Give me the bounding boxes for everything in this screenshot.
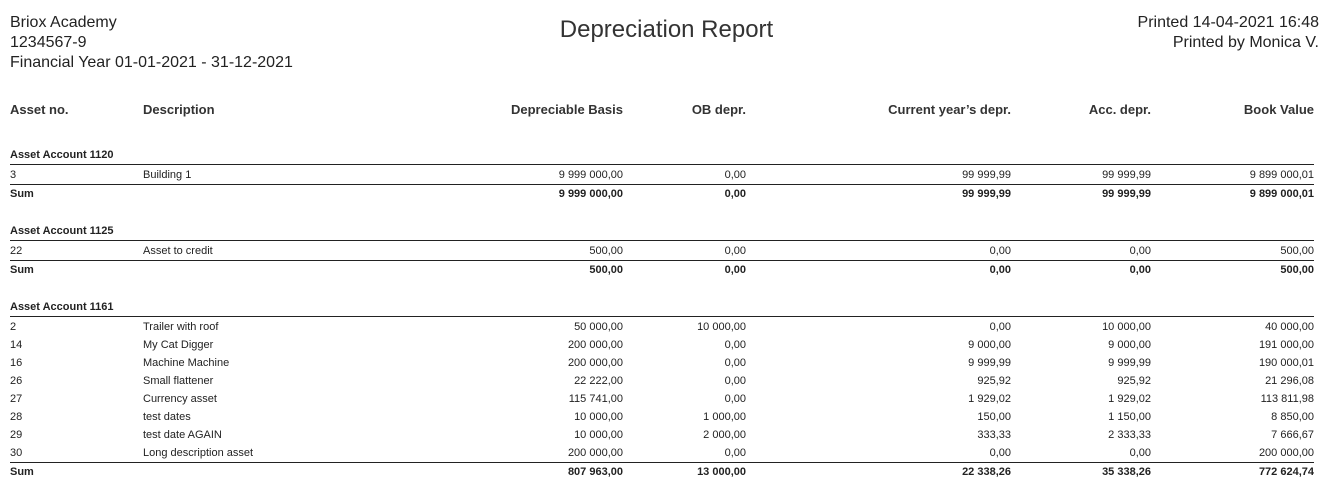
cell-description: Machine Machine [143,357,230,369]
cell-ob-depr: 0,00 [724,375,746,387]
cell-depreciable-basis: 200 000,00 [567,447,623,459]
sum-ob-depr: 0,00 [724,188,746,200]
sum-book-value: 500,00 [1280,264,1314,276]
cell-acc-depr: 1 929,02 [1108,393,1151,405]
cell-depreciable-basis: 10 000,00 [574,411,623,423]
cell-ob-depr: 10 000,00 [697,321,746,333]
sum-current-year-depr: 22 338,26 [962,466,1011,478]
cell-description: Small flattener [143,375,214,387]
cell-acc-depr: 9 000,00 [1108,339,1151,351]
cell-asset-no: 26 [10,375,23,387]
asset-row [10,354,1314,372]
asset-row [10,426,1314,444]
cell-asset-no: 3 [10,169,17,181]
sum-acc-depr: 99 999,99 [1102,188,1151,200]
sum-row [10,185,1314,203]
cell-current-year-depr: 0,00 [989,447,1011,459]
asset-row [10,408,1314,426]
cell-book-value: 7 666,67 [1271,429,1314,441]
sum-row [10,261,1314,279]
print-info [1138,13,1319,53]
cell-acc-depr: 925,92 [1117,375,1151,387]
column-header-book-value: Book Value [1243,102,1314,117]
cell-description: Building 1 [143,169,192,181]
cell-book-value: 21 296,08 [1265,375,1314,387]
cell-description: Currency asset [143,393,217,405]
column-header-ob-depr: OB depr. [691,102,746,117]
cell-asset-no: 2 [10,321,17,333]
printed-at: Printed 14-04-2021 16:48 [1137,14,1319,31]
cell-current-year-depr: 9 999,99 [968,357,1011,369]
cell-description: Trailer with roof [143,321,219,333]
cell-acc-depr: 0,00 [1129,245,1151,257]
company-name: Briox Academy [10,14,117,31]
cell-depreciable-basis: 200 000,00 [567,339,623,351]
cell-book-value: 40 000,00 [1265,321,1314,333]
sum-current-year-depr: 0,00 [989,264,1011,276]
cell-current-year-depr: 0,00 [989,321,1011,333]
asset-row [10,166,1314,184]
cell-book-value: 8 850,00 [1271,411,1314,423]
cell-depreciable-basis: 50 000,00 [574,321,623,333]
sum-ob-depr: 0,00 [724,264,746,276]
org-number: 1234567-9 [10,34,87,51]
cell-ob-depr: 0,00 [724,339,746,351]
cell-asset-no: 22 [10,245,23,257]
cell-description: test dates [143,411,191,423]
cell-depreciable-basis: 115 741,00 [568,393,623,405]
cell-depreciable-basis: 500,00 [589,245,623,257]
asset-account-title: Asset Account 1125 [10,225,114,237]
sum-depreciable-basis: 807 963,00 [567,466,623,478]
cell-book-value: 500,00 [1280,245,1314,257]
column-header-depreciable-basis: Depreciable Basis [510,102,623,117]
cell-current-year-depr: 150,00 [977,411,1011,423]
cell-asset-no: 28 [10,411,23,423]
cell-acc-depr: 0,00 [1129,447,1151,459]
printed-by: Printed by Monica V. [1172,34,1319,51]
sum-depreciable-basis: 500,00 [589,264,623,276]
cell-description: Asset to credit [143,245,213,257]
cell-ob-depr: 0,00 [724,447,746,459]
cell-acc-depr: 2 333,33 [1108,429,1151,441]
cell-depreciable-basis: 200 000,00 [567,357,623,369]
cell-description: test date AGAIN [143,429,222,441]
report-title: Depreciation Report [559,16,774,43]
cell-ob-depr: 0,00 [724,393,746,405]
cell-asset-no: 27 [10,393,23,405]
cell-book-value: 191 000,00 [1258,339,1314,351]
cell-ob-depr: 0,00 [724,245,746,257]
financial-year: Financial Year 01-01-2021 - 31-12-2021 [10,54,293,71]
cell-depreciable-basis: 22 222,00 [574,375,623,387]
cell-acc-depr: 99 999,99 [1102,169,1151,181]
cell-acc-depr: 9 999,99 [1108,357,1151,369]
cell-book-value: 200 000,00 [1258,447,1314,459]
cell-description: Long description asset [143,447,254,459]
cell-current-year-depr: 0,00 [989,245,1011,257]
sum-ob-depr: 13 000,00 [697,466,746,478]
cell-ob-depr: 2 000,00 [703,429,746,441]
sum-current-year-depr: 99 999,99 [962,188,1011,200]
cell-description: My Cat Digger [143,339,214,351]
sum-label: Sum [10,264,34,276]
cell-current-year-depr: 9 000,00 [968,339,1011,351]
asset-row [10,390,1314,408]
cell-book-value: 190 000,01 [1258,357,1314,369]
cell-ob-depr: 0,00 [724,169,746,181]
asset-row [10,318,1314,336]
asset-account-title: Asset Account 1120 [10,149,114,161]
cell-depreciable-basis: 10 000,00 [574,429,623,441]
column-header-asset-no: Asset no. [10,102,69,117]
column-header-acc-depr: Acc. depr. [1088,102,1151,117]
sum-book-value: 772 624,74 [1258,466,1314,478]
cell-asset-no: 14 [10,339,23,351]
cell-current-year-depr: 333,33 [977,429,1011,441]
asset-account-title: Asset Account 1161 [10,301,114,313]
cell-current-year-depr: 925,92 [977,375,1011,387]
section-divider [10,240,1314,241]
cell-ob-depr: 0,00 [724,357,746,369]
asset-row [10,242,1314,260]
cell-book-value: 9 899 000,01 [1249,169,1314,181]
column-header-current-year-depr: Current year’s depr. [888,102,1011,117]
asset-row [10,372,1314,390]
cell-book-value: 113 811,98 [1260,393,1314,405]
cell-acc-depr: 1 150,00 [1108,411,1151,423]
sum-depreciable-basis: 9 999 000,00 [558,188,623,200]
section-divider [10,316,1314,317]
sum-label: Sum [10,466,34,478]
sum-acc-depr: 35 338,26 [1102,466,1151,478]
asset-row [10,336,1314,354]
cell-current-year-depr: 99 999,99 [962,169,1011,181]
cell-asset-no: 29 [10,429,23,441]
column-header-description: Description [143,102,215,117]
sum-label: Sum [10,188,34,200]
sum-acc-depr: 0,00 [1129,264,1151,276]
sum-book-value: 9 899 000,01 [1249,188,1314,200]
cell-depreciable-basis: 9 999 000,00 [558,169,623,181]
section-divider [10,164,1314,165]
cell-acc-depr: 10 000,00 [1102,321,1151,333]
sum-row [10,463,1314,481]
cell-asset-no: 16 [10,357,23,369]
cell-ob-depr: 1 000,00 [703,411,746,423]
asset-row [10,444,1314,462]
cell-current-year-depr: 1 929,02 [968,393,1011,405]
cell-asset-no: 30 [10,447,23,459]
